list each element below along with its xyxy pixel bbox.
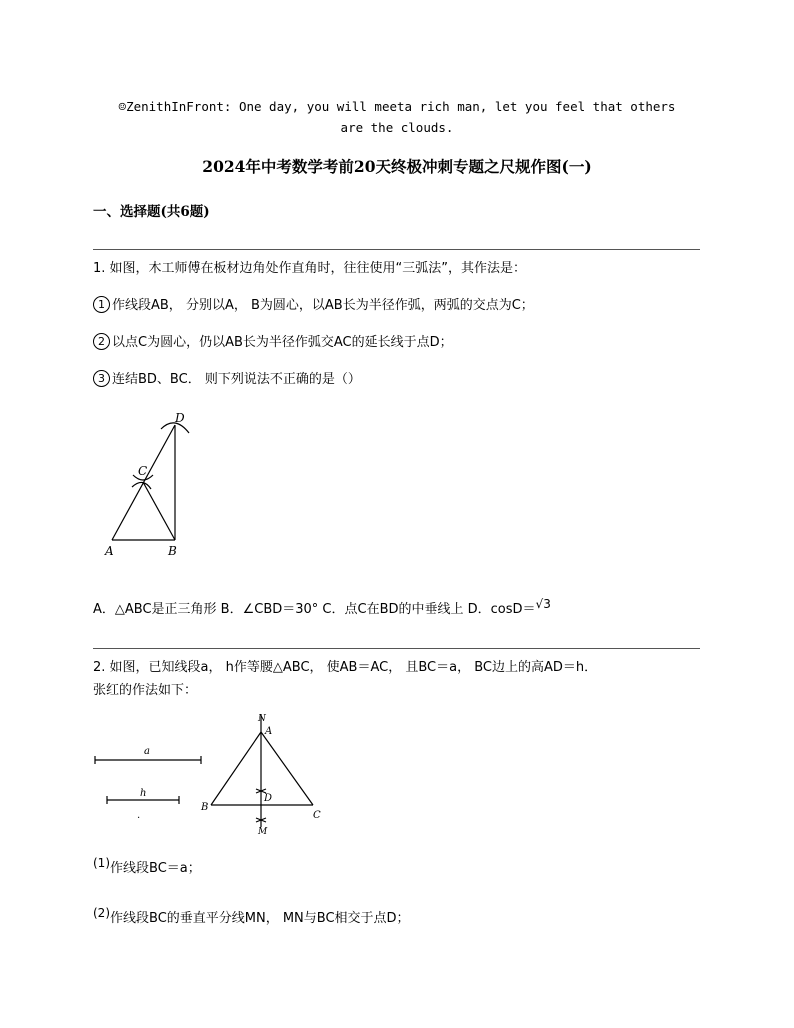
q1-label-b: B: [168, 544, 177, 558]
page-title: 2024年中考数学考前20天终极冲刺专题之尺规作图(一): [202, 157, 592, 176]
q1-figure: [95, 405, 205, 565]
q2-label-d: D: [264, 793, 273, 804]
q2-segment-ab: [211, 732, 261, 805]
q1-option-d-value: √3: [535, 597, 551, 611]
q2-step-1-number: (1): [93, 856, 110, 870]
q2-step-2-number: (2): [93, 906, 110, 920]
watermark-line-2: are the clouds.: [340, 120, 454, 135]
section-heading: 一、选择题(共6题): [93, 204, 210, 220]
q1-label-a: A: [105, 544, 114, 558]
q2-dot-mark: .: [137, 810, 141, 821]
q1-step-2: [93, 331, 453, 350]
q1-step-2-text: 以点C为圆心，仍以AB长为半径作弧交AC的延长线于点D；: [112, 335, 453, 350]
q1-step-3-number: 3: [93, 370, 110, 387]
q1-options-text: A．△ABC是正三角形 B．∠CBD＝30° C．点C在BD的中垂线上 D．cosD＝: [93, 602, 536, 617]
q1-label-c: C: [138, 464, 148, 478]
q1-segment-bc: [143, 482, 175, 540]
q1-step-1: [93, 294, 534, 313]
q2-label-b: B: [201, 802, 209, 813]
q2-step-2: [93, 906, 410, 926]
q1-step-3: [93, 368, 361, 387]
q2-label-c: C: [313, 810, 321, 821]
q2-step-1: [93, 856, 201, 876]
q1-label-d: D: [175, 411, 185, 425]
q2-stem-2: 张红的作法如下：: [93, 683, 198, 698]
q1-step-1-text: 作线段AB， 分别以A， B为圆心，以AB长为半径作弧，两弧的交点为C；: [112, 298, 534, 313]
q2-label-a-point: A: [265, 726, 273, 737]
q2-figure: [93, 712, 333, 837]
q2-step-1-text: 作线段BC＝a；: [110, 861, 201, 876]
divider-q1: [93, 249, 700, 250]
q2-label-n: N: [258, 714, 266, 724]
q2-label-h-length: h: [140, 788, 147, 799]
watermark-text: [100, 96, 694, 138]
q2-label-m: M: [258, 827, 268, 837]
watermark-line-1: ☺ZenithInFront: One day, you will meeta rich man, let you feel that others: [118, 99, 676, 114]
q1-step-3-text: 连结BD、BC． 则下列说法不正确的是（）: [112, 372, 361, 387]
q1-options: [93, 597, 551, 617]
q1-step-2-number: 2: [93, 333, 110, 350]
divider-q2: [93, 648, 700, 649]
q1-step-1-number: 1: [93, 296, 110, 313]
q2-step-2-text: 作线段BC的垂直平分线MN， MN与BC相交于点D；: [110, 911, 410, 926]
q2-label-a-length: a: [144, 746, 150, 757]
q1-stem: 1. 如图，木工师傅在板材边角处作直角时，往往使用“三弧法”，其作法是：: [93, 261, 527, 276]
q2-stem: 2. 如图，已知线段a， h作等腰△ABC， 使AB＝AC， 且BC＝a， BC边上的高AD＝h．: [93, 660, 598, 675]
